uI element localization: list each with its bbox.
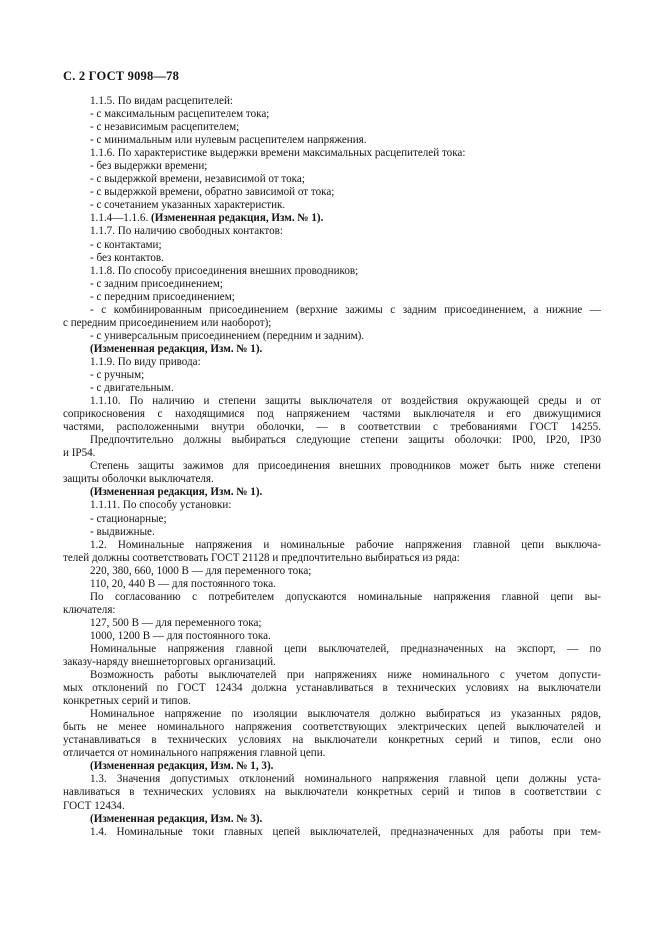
text-line: - без выдержки времени; [90,160,208,173]
text-line: - с задним присоединением; [90,277,223,290]
document-body [63,95,601,839]
text-line: - с ручным; [90,368,145,381]
text-line: соприкосновения с находящимися под напряжением частями выключателя и его движущимися [63,408,601,421]
text-line: устанавливаться в технических условиях на выключатели конкретных серий и типов, если оно [63,734,601,747]
page-header: С. 2 ГОСТ 9098—78 [63,69,180,83]
text-line: с передним присоединением или наоборот); [63,316,272,329]
text-line: Номинальные напряжения главной цепи выключателей, предназначенных на экспорт, — по [90,642,601,655]
text-line: - с независимым расцепителем; [90,121,240,134]
text-line: Номинальное напряжение по изоляции выключателя должно выбираться из указанных рядов, [90,708,601,721]
text-line: конкретных серий и типов. [63,695,191,708]
text-line: 1.1.4—1.1.6. (Измененная редакция, Изм. № 1). [90,212,324,225]
text-line: 1.1.7. По наличию свободных контактов: [90,225,283,238]
text-line: телей должны соответствовать ГОСТ 21128 и предпочтительно выбираться из ряда: [63,551,460,564]
amendment-note: (Измененная редакция, Изм. № 1, 3). [90,760,274,773]
text-line: 1000, 1200 В — для постоянного тока. [90,629,271,642]
text-line: и IP54. [63,447,96,460]
text-line: Степень защиты зажимов для присоединения внешних проводников может быть ниже степени [90,460,601,473]
amendment-note: (Измененная редакция, Изм. № 1). [151,212,324,225]
text-line: - с контактами; [90,238,162,251]
text-line: 1.1.9. По виду привода: [90,355,201,368]
text-line: - с выдержкой времени, обратно зависимой от тока; [90,186,335,199]
text-line: ГОСТ 12434. [63,799,125,812]
text-line: 1.1.6. По характеристике выдержки времени максимальных расцепителей тока: [90,147,466,160]
text-line: быть не менее номинального напряжения соответствующих электрических цепей выключателей и [63,721,601,734]
text-line: мых отклонений по ГОСТ 12434 должна устанавливаться в технических условиях на выключатели [63,682,601,695]
text-line: - без контактов. [90,251,164,264]
text-line: 110, 20, 440 В — для постоянного тока. [90,577,276,590]
text-line: защиты оболочки выключателя. [63,473,214,486]
text-line: ключателя: [63,603,116,616]
text-line: 1.1.10. По наличию и степени защиты выключателя от воздействия окружающей среды и от [90,395,601,408]
text-line: - с выдержкой времени, независимой от тока; [90,173,305,186]
text-line: 1.4. Номинальные токи главных цепей выключателей, предназначенных для работы при тем- [90,825,601,838]
text-line: 1.1.5. По видам расцепителей: [90,95,233,107]
text-line: - с универсальным присоединением (передним и задним). [90,329,365,342]
text-line: частями, расположенными внутри оболочки, — в соответствии с требованиями ГОСТ 14255. [63,421,601,434]
text-line: 1.3. Значения допустимых отклонений номинального напряжения главной цепи должны уста- [90,773,601,786]
text-line: - с двигательным. [90,382,174,395]
text-line: Предпочтительно должны выбираться следующие степени защиты оболочки: IP00, IP20, IP30 [90,434,601,447]
text-line: - с минимальным или нулевым расцепителем напряжения. [90,134,367,147]
amendment-note: (Измененная редакция, Изм. № 3). [90,812,263,825]
text-line: - выдвижные. [90,525,155,538]
text-line: 127, 500 В — для переменного тока; [90,616,262,629]
text-line: - стационарные; [90,512,167,525]
text-line: По согласованию с потребителем допускаются номинальные напряжения главной цепи вы- [90,590,601,603]
text-line: 1.1.8. По способу присоединения внешних проводников; [90,264,359,277]
text-line: отличается от номинального напряжения главной цепи. [63,747,326,760]
text-line: - с комбинированным присоединением (верхние зажимы с задним присоединением, а нижние — [90,303,601,316]
text-line: - с передним присоединением; [90,290,235,303]
text-line: - с максимальным расцепителем тока; [90,108,270,121]
text-line: заказу-наряду внешнеторговых организаций. [63,656,276,669]
text-line: 1.2. Номинальные напряжения и номинальные рабочие напряжения главной цепи выключа- [90,538,601,551]
text-line: Возможность работы выключателей при напряжениях ниже номинального с учетом допусти- [90,669,601,682]
text-line: навливаться в технических условиях на выключатели конкретных серий и типов в соответствии с [63,786,601,799]
text-line: 1.1.11. По способу установки: [90,499,232,512]
amendment-note: (Измененная редакция, Изм. № 1). [90,486,263,499]
text-line: - с сочетанием указанных характеристик. [90,199,286,212]
text-line: 220, 380, 660, 1000 В — для переменного тока; [90,564,312,577]
amendment-note: (Измененная редакция, Изм. № 1). [90,342,263,355]
